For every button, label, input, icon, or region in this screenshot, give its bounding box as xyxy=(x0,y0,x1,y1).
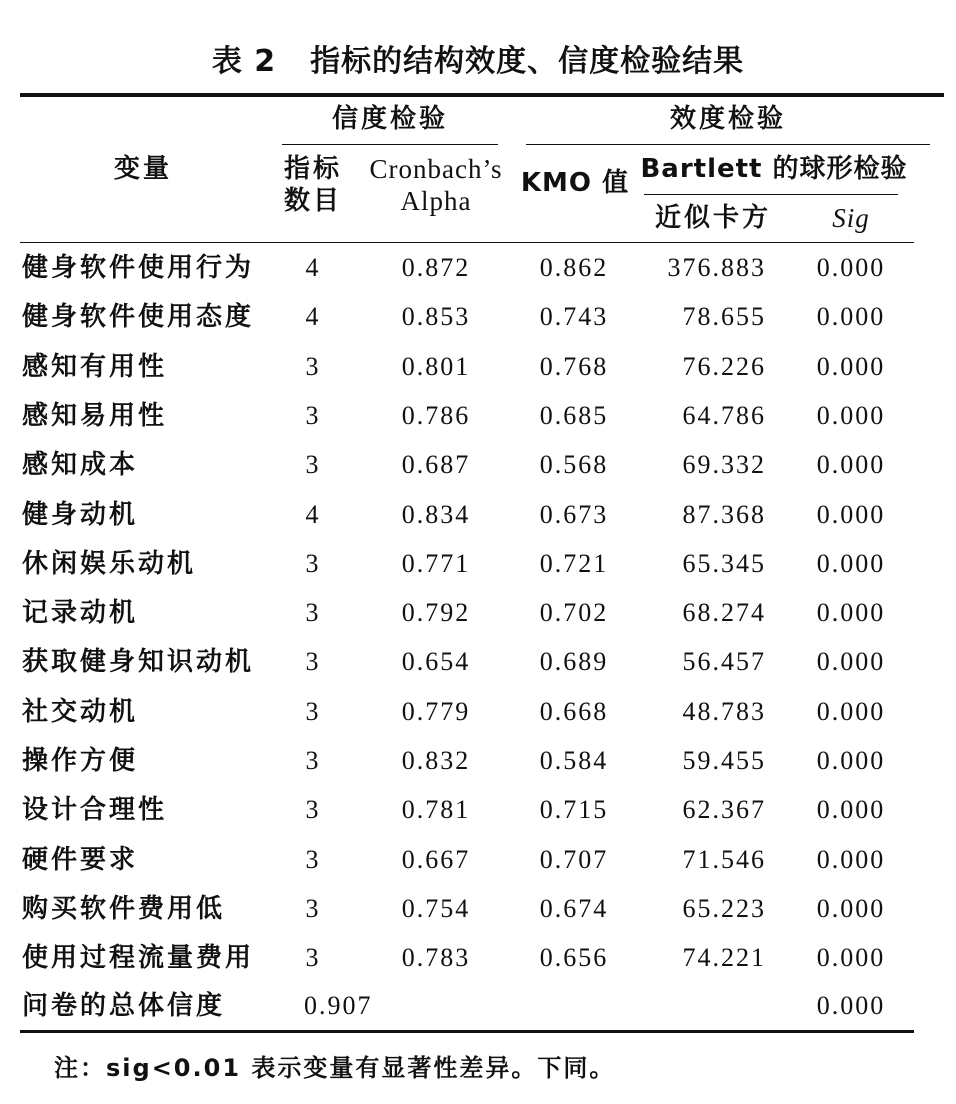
cronbach-alpha-cell: 0.667 xyxy=(401,845,471,874)
chi-square-cell: 59.455 xyxy=(682,746,766,775)
overall-sig: 0.000 xyxy=(816,991,886,1020)
chi-square-cell: 64.786 xyxy=(682,401,766,430)
variable-cell: 感知有用性 xyxy=(22,352,168,382)
chi-square-cell: 69.332 xyxy=(682,450,766,479)
indicator-count-cell: 3 xyxy=(305,401,321,430)
indicator-count-cell: 3 xyxy=(305,894,321,923)
chi-square-cell: 62.367 xyxy=(682,795,766,824)
indicator-count-cell: 3 xyxy=(305,943,321,972)
cronbach-alpha-cell: 0.771 xyxy=(401,549,471,578)
cronbach-alpha-cell: 0.832 xyxy=(401,746,471,775)
kmo-cell: 0.568 xyxy=(539,450,609,479)
sig-cell: 0.000 xyxy=(816,401,886,430)
kmo-cell: 0.715 xyxy=(539,795,609,824)
kmo-cell: 0.862 xyxy=(539,253,609,282)
indicator-count-cell: 3 xyxy=(305,746,321,775)
variable-cell: 健身软件使用态度 xyxy=(22,302,255,332)
sig-cell: 0.000 xyxy=(816,943,886,972)
indicator-count-cell: 3 xyxy=(305,647,321,676)
variable-cell: 感知成本 xyxy=(22,450,139,480)
overall-alpha: 0.907 xyxy=(304,991,373,1020)
header-cronbach-line2: Alpha xyxy=(400,186,472,216)
chi-square-cell: 68.274 xyxy=(682,598,766,627)
chi-square-cell: 65.345 xyxy=(682,549,766,578)
header-indicator-count-line2: 数目 xyxy=(283,186,343,216)
header-bartlett: Bartlett 的球形检验 xyxy=(640,154,908,184)
chi-square-cell: 74.221 xyxy=(682,943,766,972)
variable-cell: 操作方便 xyxy=(22,746,139,776)
sig-cell: 0.000 xyxy=(816,253,886,282)
header-variable: 变量 xyxy=(113,154,173,184)
table-number: 表 2 xyxy=(211,44,277,79)
header-reliability-group: 信度检验 xyxy=(331,104,449,134)
sig-cell: 0.000 xyxy=(816,746,886,775)
cronbach-alpha-cell: 0.783 xyxy=(401,943,471,972)
variable-cell: 感知易用性 xyxy=(22,401,168,431)
indicator-count-cell: 3 xyxy=(305,598,321,627)
cronbach-alpha-cell: 0.654 xyxy=(401,647,471,676)
sig-cell: 0.000 xyxy=(816,598,886,627)
sig-cell: 0.000 xyxy=(816,500,886,529)
sig-cell: 0.000 xyxy=(816,647,886,676)
cronbach-alpha-cell: 0.853 xyxy=(401,302,471,331)
indicator-count-cell: 4 xyxy=(305,302,321,331)
kmo-cell: 0.584 xyxy=(539,746,609,775)
sig-cell: 0.000 xyxy=(816,450,886,479)
cronbach-alpha-cell: 0.786 xyxy=(401,401,471,430)
variable-cell: 设计合理性 xyxy=(22,795,168,825)
kmo-cell: 0.656 xyxy=(539,943,609,972)
kmo-cell: 0.721 xyxy=(539,549,609,578)
bartlett-group-rule xyxy=(644,194,898,195)
cronbach-alpha-cell: 0.781 xyxy=(401,795,471,824)
table-note: 注：sig<0.01 表示变量有显著性差异。下同。 xyxy=(54,1054,616,1082)
header-bottom-rule xyxy=(20,242,914,243)
kmo-cell: 0.702 xyxy=(539,598,609,627)
sig-cell: 0.000 xyxy=(816,894,886,923)
kmo-cell: 0.685 xyxy=(539,401,609,430)
bottom-rule xyxy=(20,1030,914,1033)
indicator-count-cell: 3 xyxy=(305,697,321,726)
cronbach-alpha-cell: 0.687 xyxy=(401,450,471,479)
header-kmo: KMO 值 xyxy=(520,168,630,198)
header-indicator-count-line1: 指标 xyxy=(283,154,343,184)
variable-cell: 健身动机 xyxy=(22,500,139,530)
reliability-group-rule xyxy=(282,144,498,145)
chi-square-cell: 48.783 xyxy=(682,697,766,726)
chi-square-cell: 56.457 xyxy=(682,647,766,676)
cronbach-alpha-cell: 0.872 xyxy=(401,253,471,282)
kmo-cell: 0.707 xyxy=(539,845,609,874)
table-caption: 指标的结构效度、信度检验结果 xyxy=(310,44,745,79)
top-rule xyxy=(20,93,944,97)
variable-cell: 健身软件使用行为 xyxy=(22,253,255,283)
variable-cell: 记录动机 xyxy=(22,598,139,628)
indicator-count-cell: 3 xyxy=(305,549,321,578)
variable-cell: 购买软件费用低 xyxy=(22,894,226,924)
variable-cell: 获取健身知识动机 xyxy=(22,647,255,677)
indicator-count-cell: 3 xyxy=(305,845,321,874)
header-validity-group: 效度检验 xyxy=(669,104,787,134)
indicator-count-cell: 3 xyxy=(305,352,321,381)
cronbach-alpha-cell: 0.801 xyxy=(401,352,471,381)
table-title xyxy=(0,36,956,80)
validity-group-rule xyxy=(526,144,930,145)
cronbach-alpha-cell: 0.792 xyxy=(401,598,471,627)
chi-square-cell: 376.883 xyxy=(667,253,766,282)
sig-cell: 0.000 xyxy=(816,795,886,824)
variable-cell: 使用过程流量费用 xyxy=(22,943,255,973)
header-chi-square: 近似卡方 xyxy=(654,203,772,233)
indicator-count-cell: 3 xyxy=(305,795,321,824)
overall-label: 问卷的总体信度 xyxy=(22,991,226,1021)
kmo-cell: 0.689 xyxy=(539,647,609,676)
variable-cell: 社交动机 xyxy=(22,697,139,727)
kmo-cell: 0.673 xyxy=(539,500,609,529)
chi-square-cell: 78.655 xyxy=(682,302,766,331)
header-sig: Sig xyxy=(832,203,870,233)
chi-square-cell: 71.546 xyxy=(682,845,766,874)
indicator-count-cell: 4 xyxy=(305,500,321,529)
cronbach-alpha-cell: 0.779 xyxy=(401,697,471,726)
cronbach-alpha-cell: 0.834 xyxy=(401,500,471,529)
variable-cell: 硬件要求 xyxy=(22,845,139,875)
sig-cell: 0.000 xyxy=(816,697,886,726)
kmo-cell: 0.668 xyxy=(539,697,609,726)
header-cronbach-line1: Cronbach’s xyxy=(369,154,503,184)
sig-cell: 0.000 xyxy=(816,302,886,331)
indicator-count-cell: 3 xyxy=(305,450,321,479)
sig-cell: 0.000 xyxy=(816,549,886,578)
indicator-count-cell: 4 xyxy=(305,253,321,282)
chi-square-cell: 87.368 xyxy=(682,500,766,529)
kmo-cell: 0.674 xyxy=(539,894,609,923)
sig-cell: 0.000 xyxy=(816,352,886,381)
kmo-cell: 0.768 xyxy=(539,352,609,381)
sig-cell: 0.000 xyxy=(816,845,886,874)
kmo-cell: 0.743 xyxy=(539,302,609,331)
chi-square-cell: 65.223 xyxy=(682,894,766,923)
variable-cell: 休闲娱乐动机 xyxy=(22,549,197,579)
cronbach-alpha-cell: 0.754 xyxy=(401,894,471,923)
chi-square-cell: 76.226 xyxy=(682,352,766,381)
